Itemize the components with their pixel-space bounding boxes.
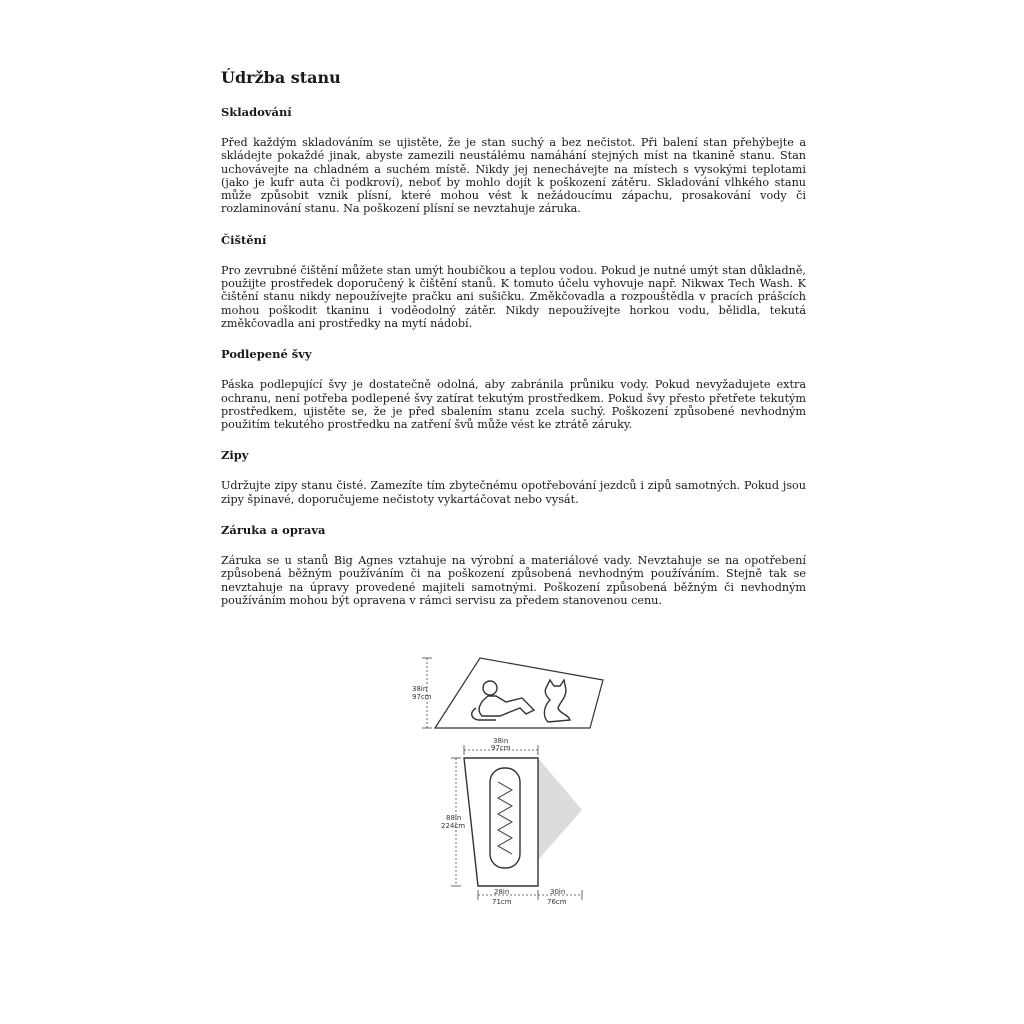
- tent-side-view: [435, 658, 603, 728]
- vestibule-cm-label: 76cm: [547, 898, 567, 906]
- section-paragraph: Pro zevrubné čištění můžete stan umýt houbičkou a teplou vodou. Pokud je nutné umýt stan důkladně, použijte prostředek doporučený k čištění stanů. K tomuto účelu vyhovuje např. Nikwax Tech Wash. K čištění stanu nikdy nepoužívejte pračku ani sušičku. Změkčovadla a rozpouštědla v pracích prášcích mohou poškodit tkaninu i voděodolný zátěr. Nikdy nepoužívejte horkou vodu, bělidla, tekutá změkčovadla ani prostředky na mytí nádobí.: [221, 263, 806, 330]
- section-heading: Záruka a oprava: [221, 523, 326, 538]
- top-width-in-label: 38in: [493, 737, 509, 745]
- section-paragraph: Před každým skladováním se ujistěte, že je stan suchý a bez nečistot. Při balení stan přehýbejte a skládejte pokaždé jinak, abyste zamezili neustálému namáhání stejných míst na tkanině stanu. Stan uchovávejte na chladném a suchém místě. Nikdy jej nenechávejte na místech s vysokými teplotami (jako je kufr auta či podkroví), neboť by mohlo dojít k poškození zátěru. Skladování vlhkého stanu může způsobit vznik plísní, které mohou vést k nežádoucímu zápachu, prosakování vody či rozlaminování stanu. Na poškození plísní se nevztahuje záruka.: [221, 136, 806, 216]
- bottom-width-cm-label: 71cm: [492, 898, 512, 906]
- section-heading: Čištění: [221, 232, 267, 247]
- tent-side-outline: [435, 658, 603, 728]
- document-title: Údržba stanu: [221, 68, 341, 87]
- height-cm-label: 97cm: [412, 693, 432, 701]
- length-cm-label: 224cm: [441, 822, 466, 830]
- bottom-width-in-label: 28in: [494, 888, 510, 896]
- top-width-cm-label: 97cm: [491, 744, 511, 752]
- section-seams: [221, 347, 806, 431]
- vestibule-area: [538, 758, 582, 860]
- section-zippers: [221, 448, 806, 506]
- vestibule-in-label: 30in: [550, 888, 566, 896]
- section-heading: Zipy: [221, 448, 249, 463]
- person-icon: [472, 681, 534, 720]
- section-paragraph: Páska podlepující švy je dostatečně odolná, aby zabránila průniku vody. Pokud nevyžadujete extra ochranu, není potřeba podlepené švy zatírat tekutým prostředkem. Pokud švy přesto přetřete tekutým prostředkem, ujistěte se, že je před sbalením stanu zcela suchý. Poškození způsobené nevhodným použitím tekutého prostředku na zatření švů může vést ke ztrátě záruky.: [221, 378, 806, 432]
- section-heading: Podlepené švy: [221, 347, 312, 362]
- section-heading: Skladování: [221, 105, 292, 119]
- length-in-label: 88in: [446, 814, 462, 822]
- section-storage: [221, 105, 806, 216]
- section-warranty: [221, 523, 806, 607]
- section-paragraph: Záruka se u stanů Big Agnes vztahuje na výrobní a materiálové vady. Nevztahuje se na opotřebení způsobená běžným používáním či na poškození způsobená nevhodným používáním. Stejně tak se nevztahuje na úpravy provedené majiteli samotnými. Poškození způsobená běžným či nevhodným používáním mohou být opravena v rámci servisu za předem stanovenou cenu.: [221, 554, 806, 607]
- document-page: [221, 68, 806, 624]
- section-paragraph: Udržujte zipy stanu čisté. Zamezíte tím zbytečnému opotřebování jezdců i zipů samotných. Pokud jsou zipy špinavé, doporučujeme nečistoty vykartáčovat nebo vysát.: [221, 479, 806, 506]
- height-in-label: 38in: [412, 685, 428, 693]
- dog-icon: [544, 680, 570, 722]
- floor-outline: [464, 758, 538, 886]
- tent-floor-plan: [464, 758, 582, 886]
- tent-dimension-diagram: [410, 650, 610, 910]
- section-cleaning: [221, 233, 806, 330]
